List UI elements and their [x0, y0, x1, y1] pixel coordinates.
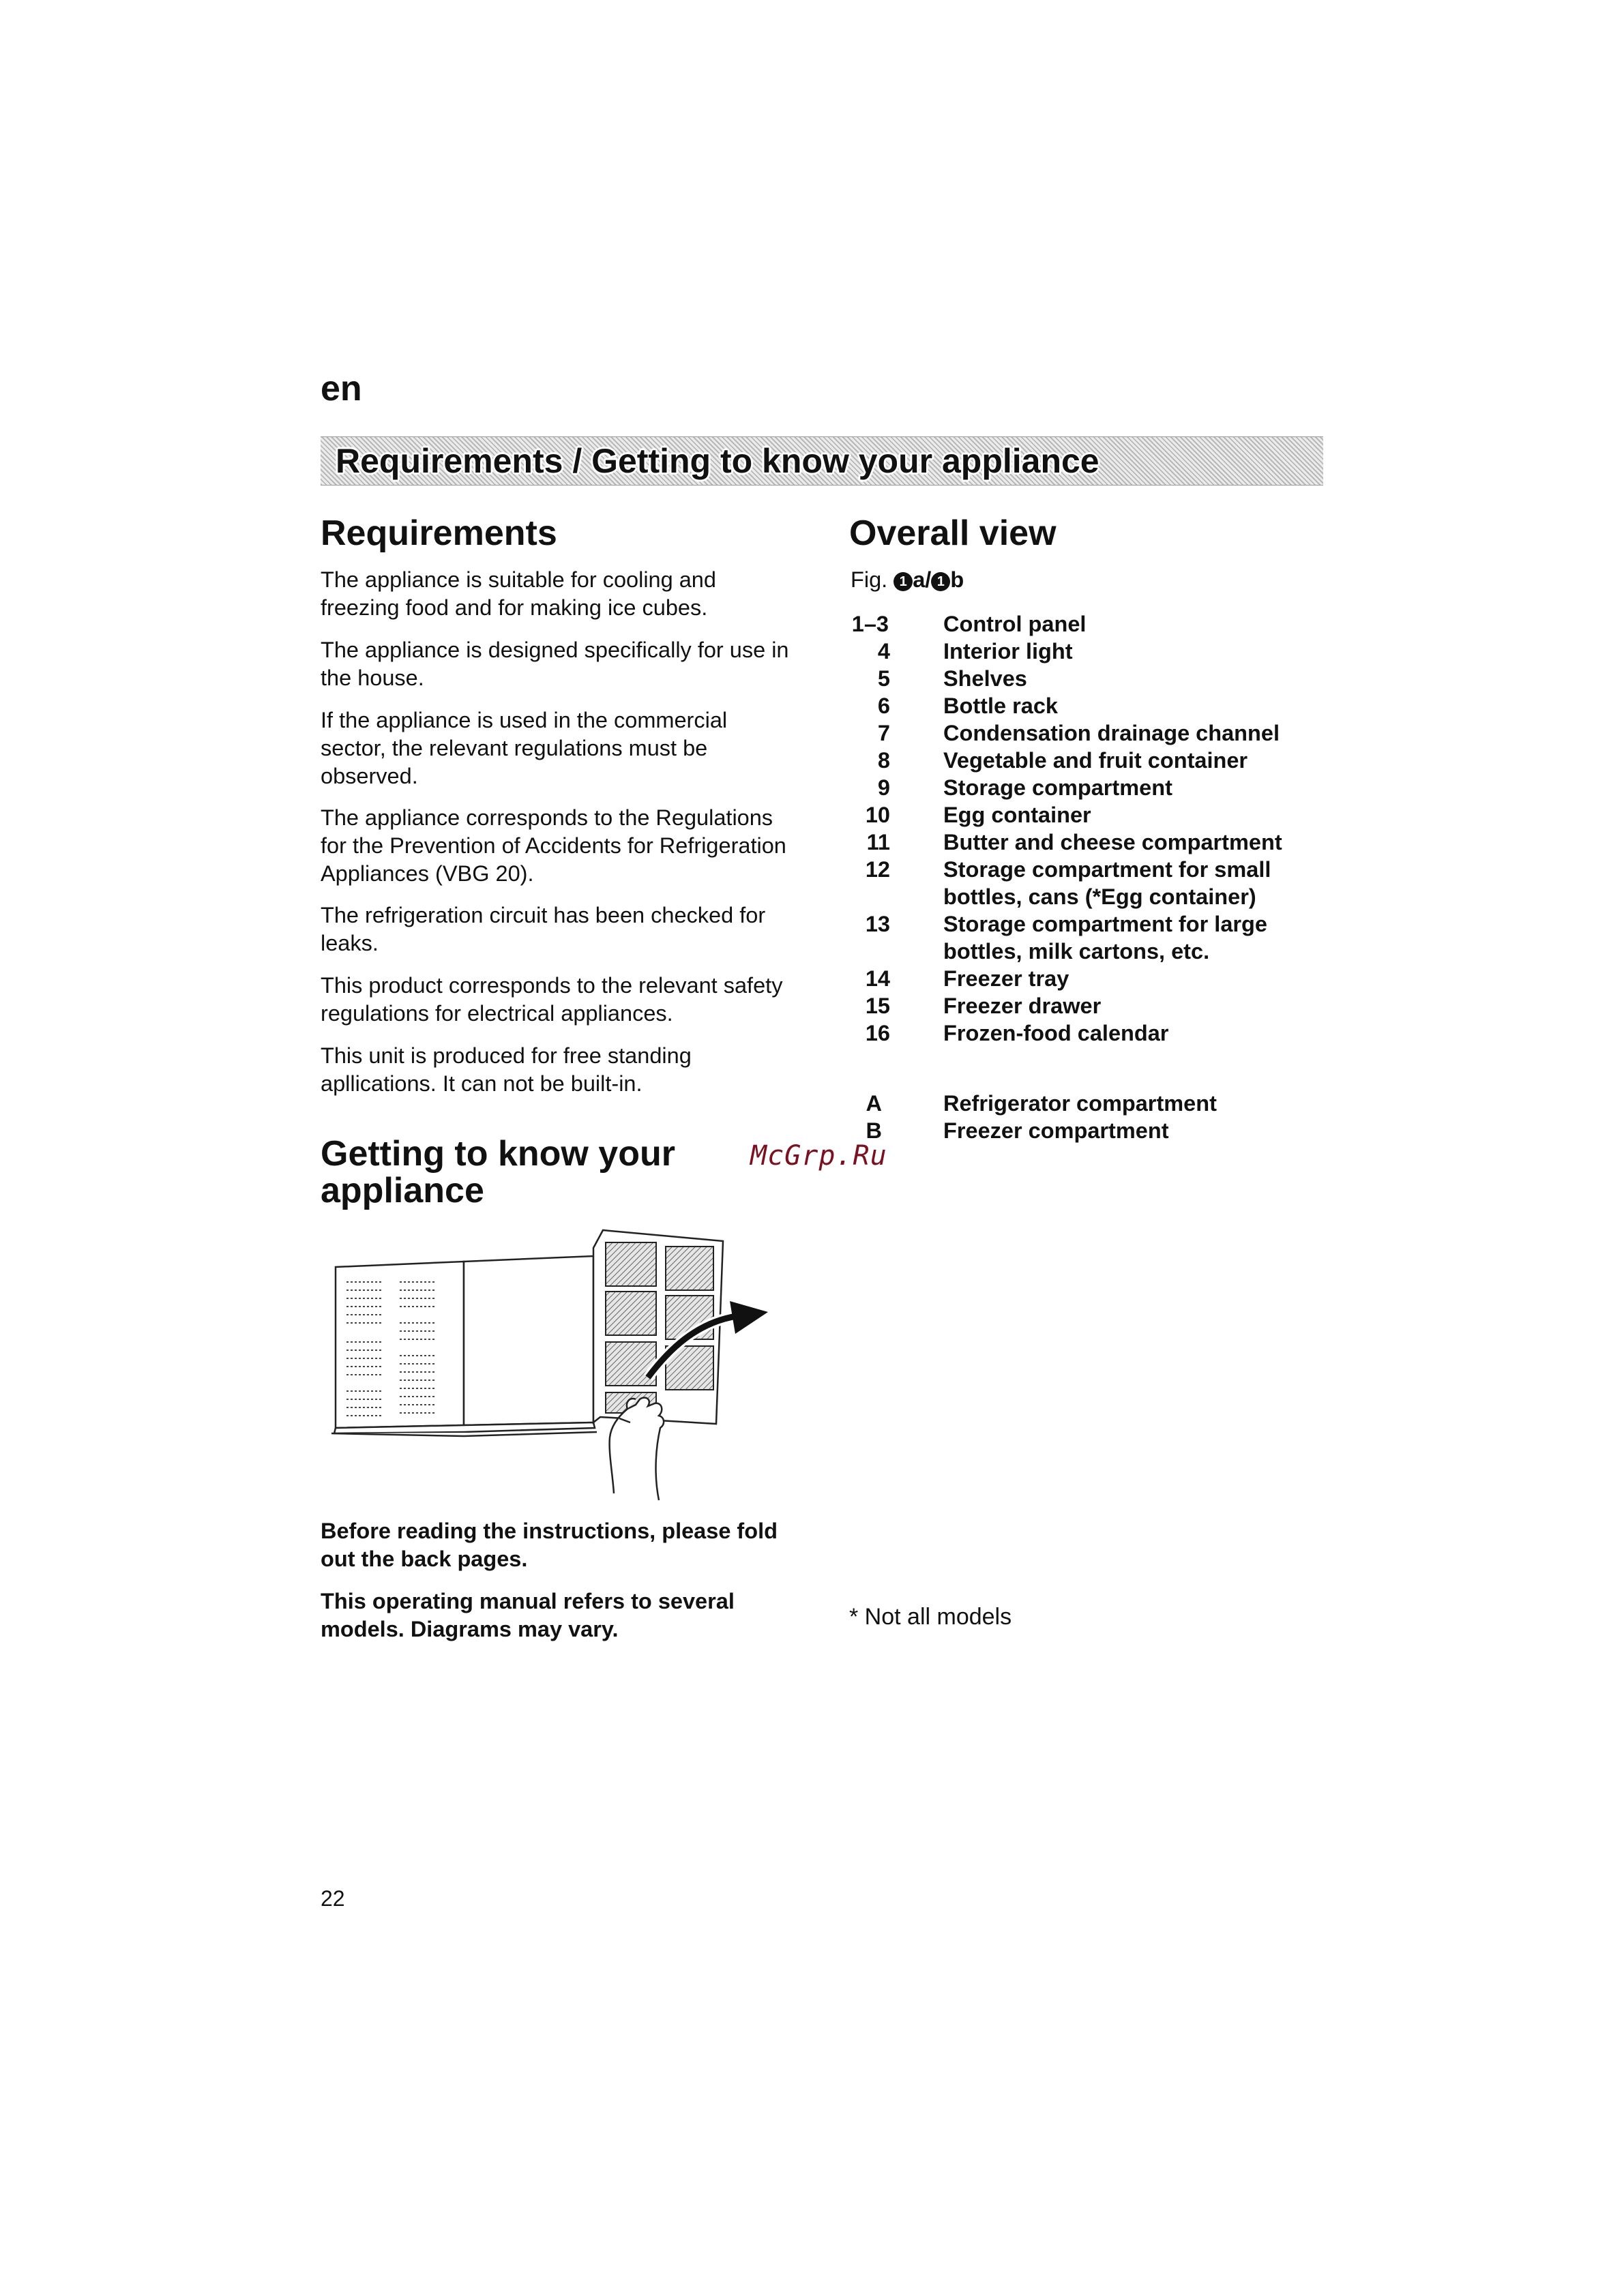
fold-out-pages-illustration: [327, 1221, 778, 1507]
requirements-paragraph: The appliance corresponds to the Regulations for the Prevention of Accidents for Refrigeration Appliances (VBG 20).: [321, 805, 786, 886]
language-tag: en: [321, 369, 362, 408]
figure-reference: [851, 567, 964, 593]
requirements-paragraph: The appliance is suitable for cooling and freezing food and for making ice cubes.: [321, 567, 716, 620]
figure-a: a/: [913, 567, 932, 592]
footnote: * Not all models: [849, 1604, 1012, 1630]
watermark: McGrp.Ru: [750, 1140, 887, 1172]
getting-to-know-heading-line2: appliance: [321, 1171, 484, 1210]
figure-number-icon: 1: [894, 572, 913, 591]
requirements-paragraph: This product corresponds to the relevant safety regulations for electrical appliances.: [321, 973, 783, 1026]
requirements-paragraph: If the appliance is used in the commercial sector, the relevant regulations must be observed.: [321, 708, 728, 788]
booklet-icon: [331, 1256, 597, 1436]
requirements-heading: Requirements: [321, 513, 557, 553]
figure-prefix: Fig.: [851, 567, 888, 592]
requirements-paragraph: The appliance is designed specifically for use in the house.: [321, 638, 789, 690]
page-number: 22: [321, 1886, 345, 1911]
requirements-paragraph: This unit is produced for free standing apllications. It can not be built-in.: [321, 1043, 692, 1096]
section-banner: [321, 436, 1323, 486]
figure-b: b: [950, 567, 964, 592]
requirements-paragraph: The refrigeration circuit has been checked for leaks.: [321, 903, 766, 955]
models-disclaimer: This operating manual refers to several models. Diagrams may vary.: [321, 1589, 735, 1641]
overall-view-heading: Overall view: [849, 513, 1057, 553]
getting-to-know-heading-line1: Getting to know your: [321, 1134, 675, 1174]
fold-out-instruction: Before reading the instructions, please fold out the back pages.: [321, 1519, 778, 1571]
banner-title: Requirements / Getting to know your appliance: [336, 442, 1099, 480]
figure-number-icon: 1: [931, 572, 950, 591]
